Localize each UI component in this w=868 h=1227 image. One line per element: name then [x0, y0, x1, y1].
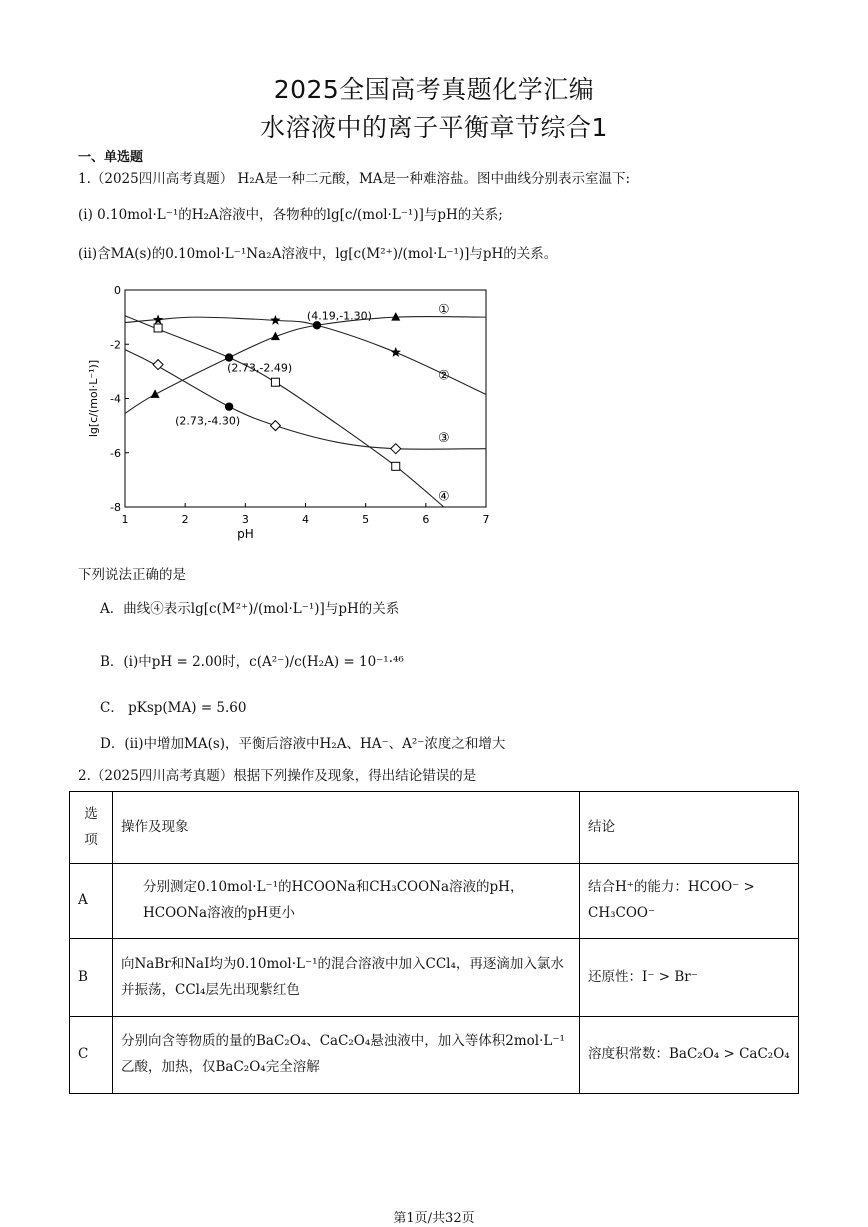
row-conclusion: 溶度积常数：BaC₂O₄ > CaC₂O₄: [580, 1017, 799, 1094]
point-annotation: (2.73,-2.49): [227, 361, 293, 375]
row-operation: 分别向含等物质的量的BaC₂O₄、CaC₂O₄悬浊液中，加入等体积2mol·L⁻¹乙酸，加热，仅BaC₂O₄完全溶解: [113, 1017, 580, 1094]
x-tick-label: 3: [241, 513, 249, 526]
q1-condition-i: (i) 0.10mol·L⁻¹的H₂A溶液中，各物种的lg[c/(mol·L⁻¹)]与pH的关系;: [78, 207, 503, 223]
q1-option-b[interactable]: B．(ⅰ)中pH = 2.00时，c(A²⁻)/c(H₂A) = 10⁻¹·⁴⁶: [100, 654, 404, 670]
marker-diamond: [270, 421, 280, 431]
header-option: 选项: [70, 792, 113, 864]
curve-1: [125, 317, 486, 414]
table-row: [70, 864, 799, 939]
marker-star: [270, 315, 280, 325]
q2-stem: 2.（2025四川高考真题）根据下列操作及现象，得出结论错误的是: [78, 768, 477, 784]
page-title-line1: 2025全国高考真题化学汇编: [273, 75, 595, 104]
header-conclusion: 结论: [580, 792, 799, 864]
marker-square: [271, 378, 279, 386]
row-key: B: [70, 939, 113, 1017]
table-header-row: [70, 792, 799, 864]
table-row: [70, 1017, 799, 1094]
x-axis-label: pH: [237, 527, 254, 541]
x-tick-label: 5: [362, 513, 370, 526]
x-tick-label: 6: [422, 513, 430, 526]
y-tick-label: 0: [114, 284, 121, 297]
marker-star: [153, 314, 163, 324]
page-title-line2: 水溶液中的离子平衡章节综合1: [260, 113, 608, 142]
q1-prompt: 下列说法正确的是: [78, 567, 186, 583]
curve-label: ④: [438, 489, 450, 505]
y-tick-label: -6: [110, 446, 121, 460]
y-tick-label: -8: [110, 501, 121, 514]
curve-2: [125, 317, 486, 394]
curve-label: ③: [438, 430, 450, 446]
x-tick-label: 7: [482, 513, 490, 526]
x-tick-label: 1: [121, 513, 129, 526]
point-annotation: (4.19,-1.30): [306, 309, 372, 323]
curve-4: [125, 316, 444, 507]
curve-label: ①: [438, 302, 450, 318]
row-operation: 分别测定0.10mol·L⁻¹的HCOONa和CH₃COONa溶液的pH，HCOONa溶液的pH更小: [113, 864, 580, 939]
marker-diamond: [391, 444, 401, 454]
row-conclusion: 结合H⁺的能力：HCOO⁻ > CH₃COO⁻: [580, 864, 799, 939]
page-footer: 第1页/共32页: [393, 1211, 475, 1226]
x-tick-label: 2: [181, 513, 189, 526]
row-operation: 向NaBr和NaI均为0.10mol·L⁻¹的混合溶液中加入CCl₄，再逐滴加入氯水并振荡，CCl₄层先出现紫红色: [113, 939, 580, 1017]
y-axis-label: lg[c/(mol·L⁻¹)]: [87, 359, 100, 438]
marker-dot: [225, 402, 233, 410]
q1-chart: [60, 278, 500, 550]
q1-option-c[interactable]: C． pKsp(MA) = 5.60: [100, 700, 247, 716]
header-operation: 操作及现象: [113, 792, 580, 864]
row-conclusion: 还原性：I⁻ > Br⁻: [580, 939, 799, 1017]
marker-square: [392, 462, 400, 470]
y-tick-label: -4: [110, 392, 121, 406]
point-annotation: (2.73,-4.30): [175, 414, 241, 428]
q2-table: [69, 791, 799, 1094]
q1-stem: 1.（2025四川高考真题） H₂A是一种二元酸，MA是一种难溶盐。图中曲线分别表示室温下:: [78, 171, 631, 187]
y-tick-label: -2: [110, 338, 121, 352]
curve-3: [125, 350, 486, 450]
row-key: A: [70, 864, 113, 939]
marker-star: [391, 347, 401, 357]
marker-dot: [313, 321, 321, 329]
marker-triangle: [391, 312, 400, 321]
marker-dot: [225, 353, 233, 361]
curve-label: ②: [438, 368, 450, 384]
row-key: C: [70, 1017, 113, 1094]
q1-condition-ii: (ⅱ)含MA(s)的0.10mol·L⁻¹Na₂A溶液中，lg[c(M²⁺)/(mol·L⁻¹)]与pH的关系。: [78, 246, 558, 262]
table-row: [70, 939, 799, 1017]
q1-option-d[interactable]: D．(ⅱ)中增加MA(s)，平衡后溶液中H₂A、HA⁻、A²⁻浓度之和增大: [100, 736, 506, 752]
marker-triangle: [151, 389, 160, 398]
q1-option-a[interactable]: A．曲线④表示lg[c(M²⁺)/(mol·L⁻¹)]与pH的关系: [100, 601, 400, 617]
x-tick-label: 4: [302, 513, 309, 526]
marker-square: [154, 324, 162, 332]
section-heading: 一、单选题: [78, 150, 144, 165]
